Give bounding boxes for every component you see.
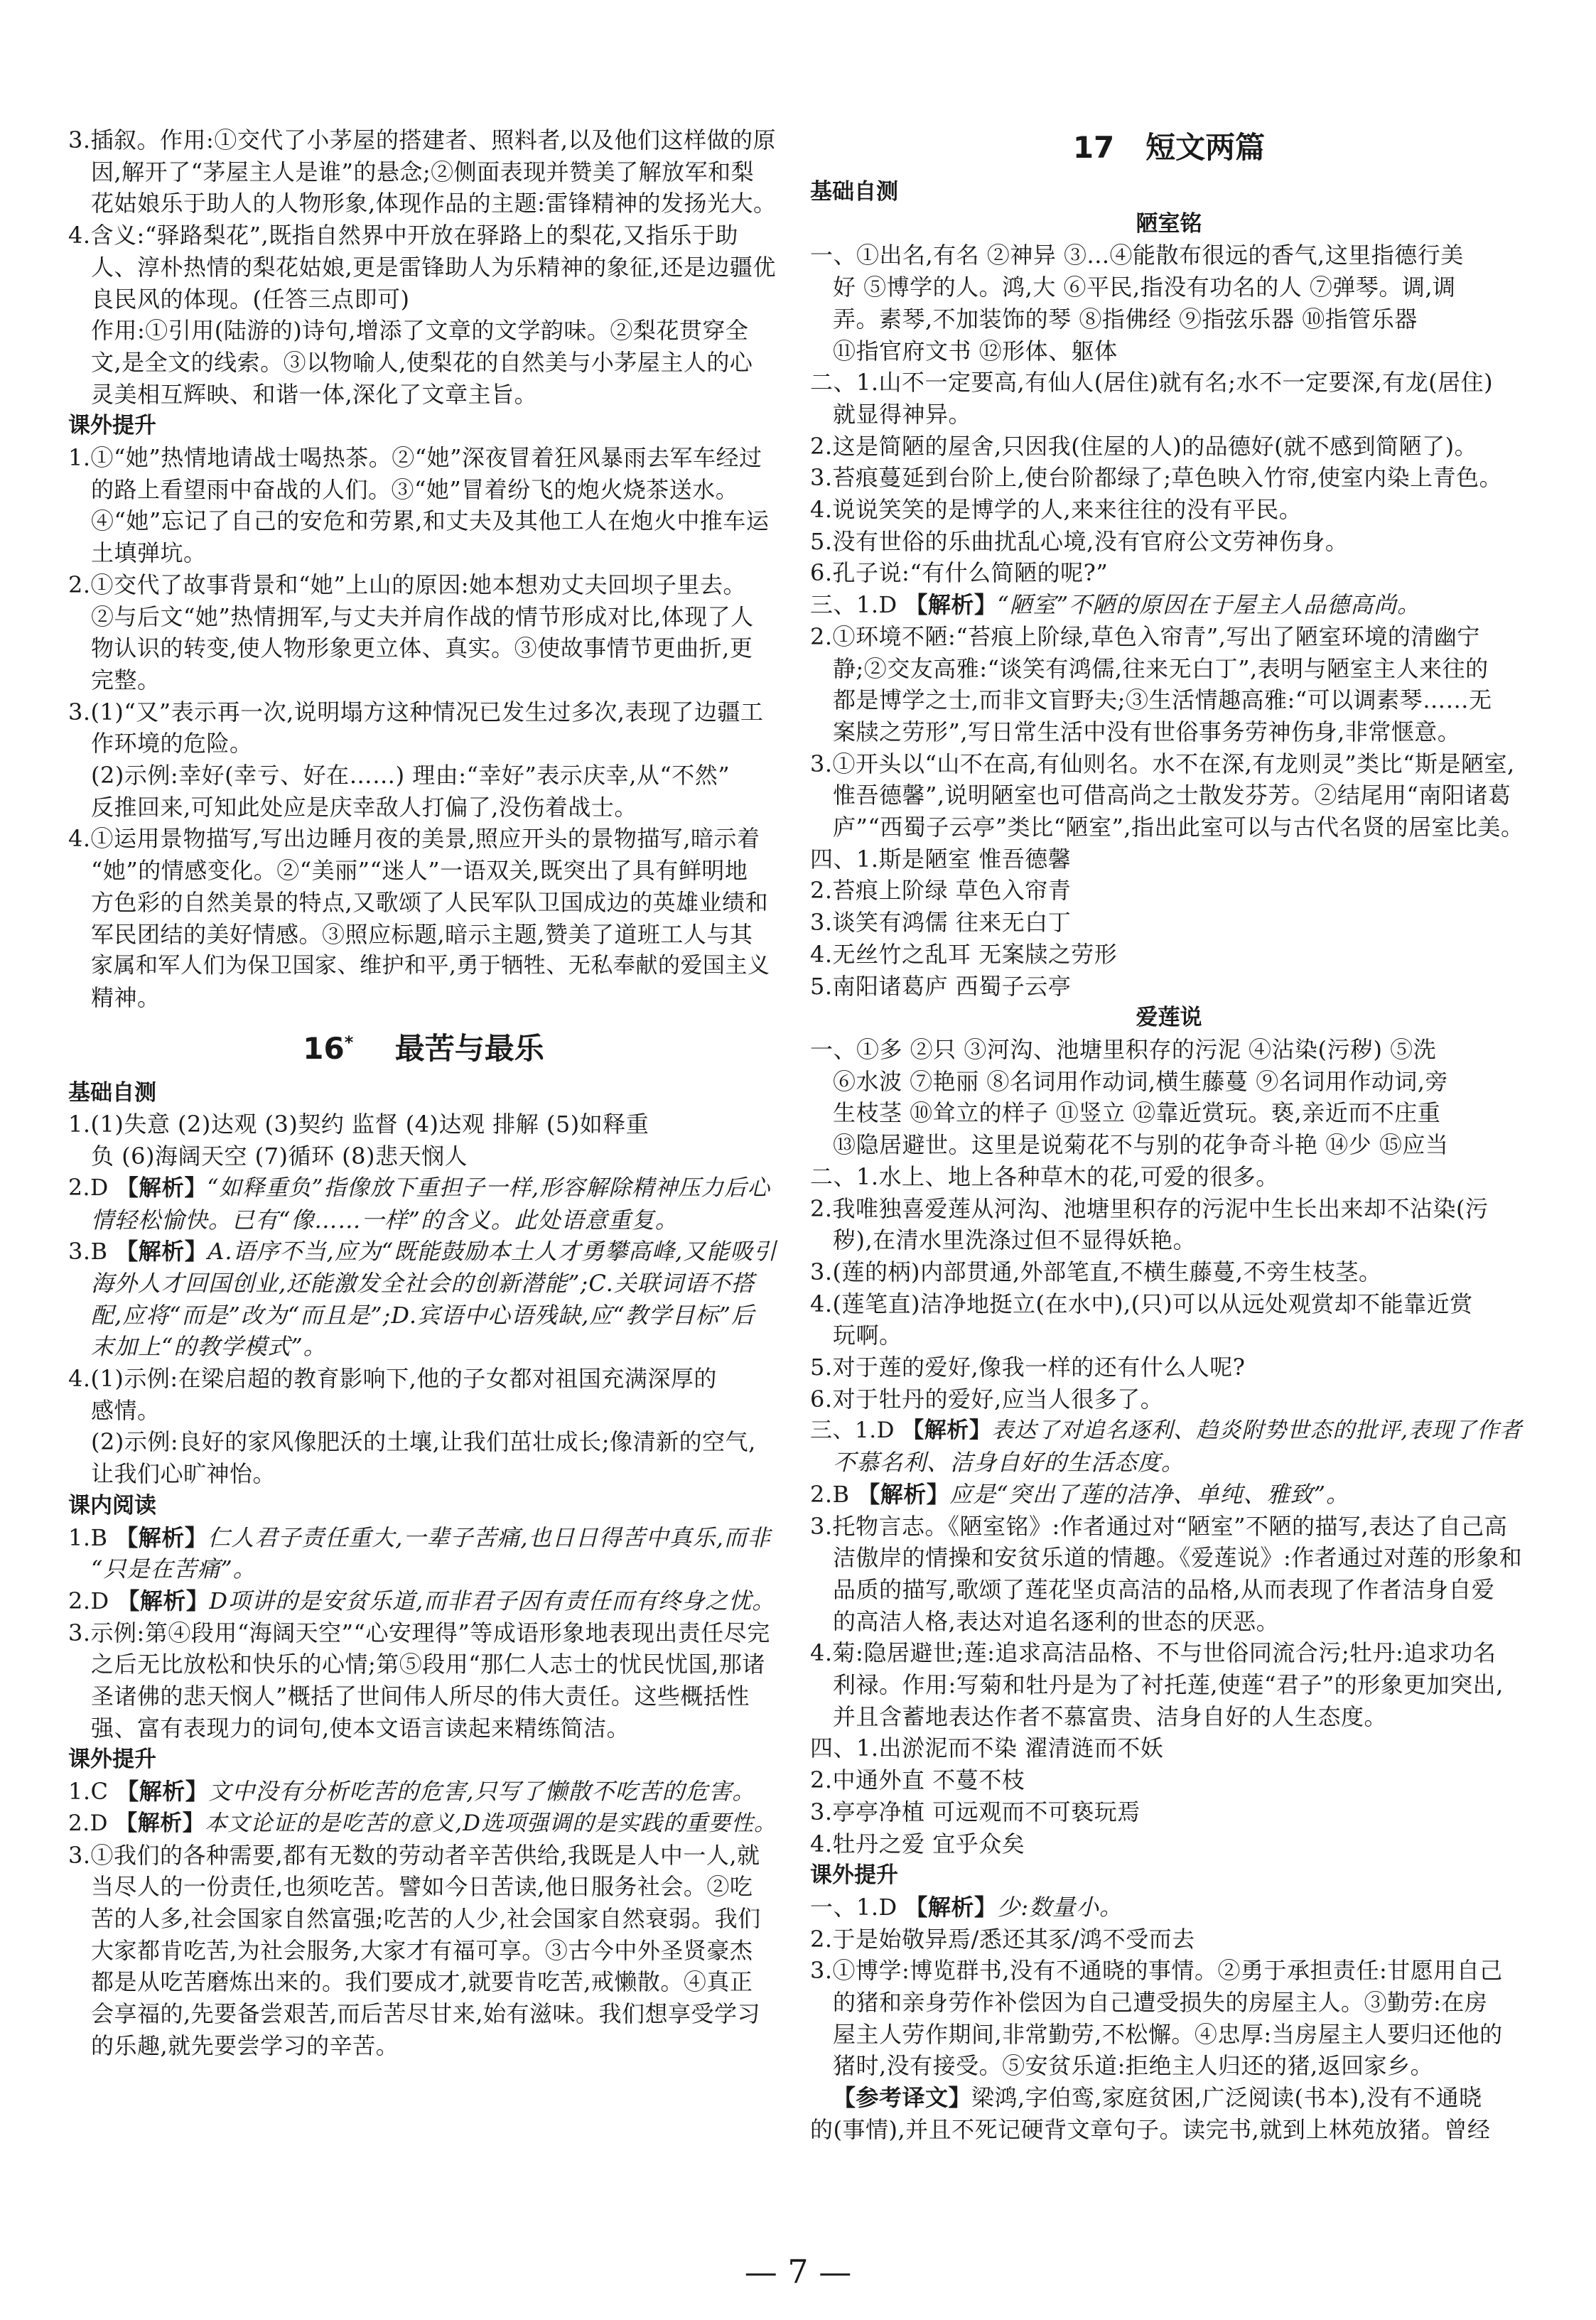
text-line: 完整。 <box>91 666 161 694</box>
page-number: — 7 — <box>744 2252 852 2291</box>
answer-label: 三、1.D <box>810 1418 902 1444</box>
left-column <box>68 124 779 2061</box>
text-line: 3.插叙。作用:①交代了小茅屋的搭建者、照料者,以及他们这样做的原 <box>68 126 776 153</box>
analysis-text: 应是“突出了莲的洁净、单纯、雅致”。 <box>949 1480 1349 1508</box>
text-line: 的高洁人格,表达对追名逐利的世态的厌恶。 <box>833 1607 1280 1635</box>
text-line: 4.(1)示例:在梁启超的教育影响下,他的子女都对祖国充满深厚的 <box>68 1365 717 1393</box>
text-line: 2.这是简陋的屋舍,只因我(住屋的人)的品德好(就不感到简陋了)。 <box>810 432 1478 460</box>
analysis-text: D项讲的是安贫乐道,而非君子因有责任而有终身之忧。 <box>209 1587 776 1614</box>
text-line <box>68 1776 779 1808</box>
text-line: 一、①多 ②只 ③河沟、池塘里积存的污泥 ④沾染(污秽) ⑤洗 <box>810 1035 1437 1063</box>
chapter-asterisk: * <box>344 1032 354 1052</box>
text-line: 末加上“的教学模式”。 <box>91 1333 327 1361</box>
text-line: 猪时,没有接受。⑤安贫乐道:拒绝主人归还的猪,返回家乡。 <box>833 2052 1434 2080</box>
text-line: 4.说说笑笑的是博学的人,来来往往的没有平民。 <box>810 496 1303 524</box>
text-line: 4.①运用景物描写,写出边睡月夜的美景,照应开头的景物描写,暗示着 <box>68 825 760 853</box>
analysis-text: 文中没有分析吃苦的危害,只写了懒散不吃苦的危害。 <box>208 1778 756 1806</box>
text-line: 良民风的体现。(任答三点即可) <box>91 285 410 313</box>
section-heading: 课外提升 <box>68 413 156 439</box>
text-line <box>68 1522 779 1554</box>
text-line: 品质的描写,歌颂了莲花坚贞高洁的品格,从而表现了作者洁身自爱 <box>833 1575 1495 1603</box>
answer-label: 三、1.D <box>810 591 905 619</box>
text-line: 文,是全文的线索。③以物喻人,使梨花的自然美与小茅屋主人的心 <box>91 348 753 376</box>
text-line: 圣诸佛的悲天悯人”概括了世间伟人所尽的伟大责任。这些概括性 <box>91 1683 750 1710</box>
text-line: 土填弹坑。 <box>91 539 207 567</box>
text-line: 2.①交代了故事背景和“她”上山的原因:她本想劝丈夫回坝子里去。 <box>68 571 747 598</box>
text-line: 4.(莲笔直)洁净地挺立(在水中),(只)可以从远处观赏却不能靠近赏 <box>810 1290 1473 1317</box>
answer-label: 3.B <box>68 1238 116 1266</box>
text-line: 生枝茎 ⑩耸立的样子 ⑪竖立 ⑫靠近赏玩。亵,亲近而不庄重 <box>833 1099 1441 1127</box>
analysis-text: 少:数量小。 <box>997 1893 1123 1921</box>
text-line: 四、1.出淤泥而不染 濯清涟而不妖 <box>810 1734 1164 1762</box>
text-line: 秽),在清水里洗涤过但不显得妖艳。 <box>833 1226 1197 1254</box>
text-line <box>68 1236 779 1268</box>
analysis-tag: 【解析】 <box>117 1587 210 1614</box>
text-line: 花姑娘乐于助人的人物形象,体现作品的主题:雷锋精神的发扬光大。 <box>91 190 777 217</box>
section-heading: 课外提升 <box>68 1747 156 1773</box>
analysis-tag: 【解析】 <box>115 1810 205 1836</box>
right-column <box>810 119 1528 2146</box>
analysis-tag: 【解析】 <box>115 1238 208 1266</box>
text-line: 2.①环境不陋:“苔痕上阶绿,草色入帘青”,写出了陋室环境的清幽宁 <box>810 622 1480 650</box>
chapter-title-16 <box>68 1014 779 1077</box>
subsection-title: 爱莲说 <box>1136 1005 1202 1031</box>
text-line: 并且含蓄地表达作者不慕富贵、洁身自好的人生态度。 <box>833 1703 1388 1730</box>
text-line <box>68 1808 779 1840</box>
text-line: 军民团结的美好情感。③照应标题,暗示主题,赞美了道班工人与其 <box>91 920 753 948</box>
text-line: 3.①博学:博览群书,没有不通晓的事情。②勇于承担责任:甘愿用自己 <box>810 1957 1503 1985</box>
text-line: 一、①出名,有名 ②神异 ③...④能散布很远的香气,这里指德行美 <box>810 242 1464 269</box>
analysis-tag: 【解析】 <box>116 1778 209 1806</box>
analysis-tag: 【解析】 <box>902 1418 992 1444</box>
answer-label: 一、1.D <box>810 1893 905 1921</box>
subsection-title: 陋室铭 <box>1136 210 1202 237</box>
text-line <box>68 1585 779 1617</box>
section-heading: 基础自测 <box>810 179 898 205</box>
text-line <box>810 1415 1528 1447</box>
text-line: 就显得神异。 <box>833 400 972 428</box>
answer-label: 2.B <box>810 1480 858 1508</box>
chapter-name: 短文两篇 <box>1145 130 1266 165</box>
text-line: 庐”“西蜀子云亭”类比“陋室”,指出此室可以与古代名贤的居室比美。 <box>833 814 1524 841</box>
text-line: 6.对于牡丹的爱好,应当人很多了。 <box>810 1385 1164 1413</box>
text-line: 精神。 <box>91 983 161 1011</box>
text-line: ⑬隐居避世。这里是说菊花不与别的花争奇斗艳 ⑭少 ⑮应当 <box>833 1131 1449 1159</box>
text-line: 二、1.水上、地上各种草木的花,可爱的很多。 <box>810 1162 1279 1190</box>
analysis-text: A.语序不当,应为“既能鼓励本土人才勇攀高峰,又能吸引 <box>207 1238 777 1266</box>
section-heading: 基础自测 <box>68 1079 156 1106</box>
text-line: 利禄。作用:写菊和牡丹是为了衬托莲,使莲“君子”的形象更加突出, <box>833 1671 1504 1699</box>
analysis-text: 表达了对追名逐利、趋炎附势世态的批评,表现了作者 <box>991 1418 1523 1444</box>
text-line: ⑥水波 ⑦艳丽 ⑧名词用作动词,横生藤蔓 ⑨名词用作动词,旁 <box>833 1067 1448 1095</box>
text-line <box>810 1479 1528 1511</box>
text-line: 都是博学之士,而非文盲野夫;③生活情趣高雅:“可以调素琴……无 <box>833 686 1492 714</box>
text-line: 二、1.山不一定要高,有仙人(居住)就有名;水不一定要深,有龙(居住) <box>810 369 1494 396</box>
analysis-text: “如释重负”指像放下重担子一样,形容解除精神压力后心 <box>207 1175 771 1201</box>
chapter-title-17 <box>810 119 1528 176</box>
text-line: 3.①开头以“山不在高,有仙则名。水不在深,有龙则灵”类比“斯是陋室, <box>810 750 1515 777</box>
text-line: 4.含义:“驿路梨花”,既指自然界中开放在驿路上的梨花,又指乐于助 <box>68 222 738 249</box>
text-line <box>68 1172 779 1204</box>
text-line: 作用:①引用(陆游的)诗句,增添了文章的文学韵味。②梨花贯穿全 <box>91 317 749 345</box>
text-line: 3.(1)“又”表示再一次,说明塌方这种情况已发生过多次,表现了边疆工 <box>68 698 764 725</box>
text-line: 情轻松愉快。已有“像……一样”的含义。此处语意重复。 <box>91 1206 679 1234</box>
section-heading: 课外提升 <box>810 1862 898 1889</box>
text-line: 苦的人多,社会国家自然富强;吃苦的人少,社会国家自然衰弱。我们 <box>91 1904 761 1932</box>
analysis-tag: 【解析】 <box>905 1893 998 1921</box>
text-line: 3.①我们的各种需要,都有无数的劳动者辛苦供给,我既是人中一人,就 <box>68 1841 760 1869</box>
text-line: 不慕名利、洁身自好的生活态度。 <box>833 1449 1185 1477</box>
text-line: 洁傲岸的情操和安贫乐道的情趣。《爱莲说》:作者通过对莲的形象和 <box>833 1544 1523 1572</box>
text-line: 感情。 <box>91 1396 161 1424</box>
text-line: 反推回来,可知此处应是庆幸敌人打偏了,没伤着战士。 <box>91 793 637 821</box>
text-line: 3.托物言志。《陋室铭》:作者通过对“陋室”不陋的描写,表达了自己高 <box>810 1512 1508 1540</box>
text-line: 2.中通外直 不蔓不枝 <box>810 1766 1025 1794</box>
text-line: 强、富有表现力的词句,使本文语言读起来精练简洁。 <box>91 1714 630 1742</box>
text-line: 4.菊:隐居避世;莲:追求高洁品格、不与世俗同流合污;牡丹:追求功名 <box>810 1639 1497 1667</box>
analysis-tag: 【解析】 <box>905 591 998 619</box>
text-line: 的猪和亲身劳作补偿因为自己遭受损失的房屋主人。③勤劳:在房 <box>833 1989 1488 2017</box>
text-line <box>810 589 1528 621</box>
text-line: 2.于是始敬异焉/悉还其豕/鸿不受而去 <box>810 1925 1195 1953</box>
translation-text: 梁鸿,字伯鸾,家庭贫困,广泛阅读(书本),没有不通晓 <box>971 2084 1482 2112</box>
text-line: 灵美相互辉映、和谐一体,深化了文章主旨。 <box>91 380 538 408</box>
text-line: “只是在苦痛”。 <box>91 1555 257 1583</box>
text-line: 弄。素琴,不加装饰的琴 ⑧指佛经 ⑨指弦乐器 ⑩指管乐器 <box>833 305 1418 333</box>
text-line: 当尽人的一份责任,也须吃苦。譬如今日苦读,他日服务社会。②吃 <box>91 1873 753 1901</box>
text-line: 的(事情),并且不死记硬背文章句子。读完书,就到上林苑放猪。曾经 <box>810 2115 1491 2143</box>
text-line: 的路上看望雨中奋战的人们。③“她”冒着纷飞的炮火烧茶送水。 <box>91 475 739 503</box>
text-line: 静;②交友高雅:“谈笑有鸿儒,往来无白丁”,表明与陋室主人来往的 <box>833 654 1489 682</box>
text-line: 玩啊。 <box>833 1322 902 1349</box>
text-line: 海外人才回国创业,还能激发全社会的创新潜能”;C.关联词语不搭 <box>91 1269 755 1297</box>
text-line: 屋主人劳作期间,非常勤劳,不松懈。④忠厚:当房屋主人要归还他的 <box>833 2020 1503 2048</box>
text-line: 负 (6)海阔天空 (7)循环 (8)悲天悯人 <box>91 1143 468 1170</box>
text-line: 因,解开了“茅屋主人是谁”的悬念;②侧面表现并赞美了解放军和梨 <box>91 158 755 185</box>
text-line: 人、淳朴热情的梨花姑娘,更是雷锋助人为乐精神的象征,还是边疆优 <box>91 253 776 281</box>
translation-tag: 【参考译文】 <box>833 2084 972 2112</box>
text-line: ②与后文“她”热情拥军,与丈夫并肩作战的情节形成对比,体现了人 <box>91 603 754 630</box>
section-heading: 课内阅读 <box>68 1492 156 1518</box>
analysis-tag: 【解析】 <box>115 1523 208 1551</box>
analysis-text: 本文论证的是吃苦的意义,D选项强调的是实践的重要性。 <box>205 1810 777 1836</box>
text-line: 惟吾德馨”,说明陋室也可借高尚之士散发芬芳。②结尾用“南阳诸葛 <box>833 782 1511 809</box>
answer-label: 1.B <box>68 1523 116 1551</box>
text-line: 4.牡丹之爱 宜乎众矣 <box>810 1830 1025 1857</box>
text-line: 之后无比放松和快乐的心情;第⑤段用“那仁人志士的忧民忧国,那诸 <box>91 1651 765 1678</box>
text-line: 3.示例:第④段用“海阔天空”“心安理得”等成语形象地表现出责任尽完 <box>68 1619 770 1646</box>
analysis-tag: 【解析】 <box>857 1480 950 1508</box>
text-line: ⑪指官府文书 ⑫形体、躯体 <box>833 337 1118 365</box>
text-line <box>810 2082 1528 2114</box>
text-line: 大家都肯吃苦,为社会服务,大家才有福可享。③古今中外圣贤豪杰 <box>91 1936 753 1964</box>
text-line: 3.苔痕蔓延到台阶上,使台阶都绿了;草色映入竹帘,使室内染上青色。 <box>810 464 1503 492</box>
text-line: 3.亭亭净植 可远观而不可亵玩焉 <box>810 1798 1141 1825</box>
chapter-number: 16 <box>303 1030 345 1066</box>
text-line: 3.(莲的柄)内部贯通,外部笔直,不横生藤蔓,不旁生枝茎。 <box>810 1258 1382 1285</box>
text-line: 作环境的危险。 <box>91 730 253 757</box>
chapter-name: 最苦与最乐 <box>394 1030 544 1066</box>
text-line: 家属和军人们为保卫国家、维护和平,勇于牺牲、无私奉献的爱国主义 <box>91 953 770 979</box>
text-line: (2)示例:幸好(幸亏、好在……) 理由:“幸好”表示庆幸,从“不然” <box>91 762 730 789</box>
text-line: 会享福的,先要备尝艰苦,而后苦尽甘来,始有滋味。我们想享受学习 <box>91 2000 761 2028</box>
text-line: 6.孔子说:“有什么简陋的呢?” <box>810 559 1109 587</box>
text-line <box>810 1892 1528 1924</box>
answer-label: 2.D <box>68 1810 116 1836</box>
answer-label: 2.D <box>68 1175 117 1201</box>
text-line: 方色彩的自然美景的特点,又歌颂了人民军队卫国成边的英雄业绩和 <box>91 888 769 916</box>
text-line: 配,应将“而是”改为“而且是”;D.宾语中心语残缺,应“教学目标”后 <box>91 1301 755 1329</box>
text-line: 4.无丝竹之乱耳 无案牍之劳形 <box>810 940 1118 968</box>
chapter-number: 17 <box>1072 130 1115 165</box>
text-line: 1.①“她”热情地请战士喝热茶。②“她”深夜冒着狂风暴雨去军车经过 <box>68 444 762 472</box>
analysis-text: “陋室”不陋的原因在于屋主人品德高尚。 <box>997 591 1421 619</box>
text-line: 四、1.斯是陋室 惟吾德馨 <box>810 845 1072 873</box>
text-line: 案牍之劳形”,写日常生活中没有世俗事务劳神伤身,非常惬意。 <box>833 718 1461 745</box>
analysis-text: 仁人君子责任重大,一辈子苦痛,也日日得苦中真乐,而非 <box>207 1523 771 1551</box>
text-line: ④“她”忘记了自己的安危和劳累,和丈夫及其他工人在炮火中推车运 <box>91 507 770 535</box>
text-line: 5.南阳诸葛庐 西蜀子云亭 <box>810 972 1072 1000</box>
text-line: 2.我唯独喜爱莲从河沟、池塘里积存的污泥中生长出来却不沾染(污 <box>810 1194 1489 1222</box>
text-line: 好 ⑤博学的人。鸿,大 ⑥平民,指没有功名的人 ⑦弹琴。调,调 <box>833 274 1456 301</box>
text-line: (2)示例:良好的家风像肥沃的土壤,让我们茁壮成长;像清新的空气, <box>91 1428 756 1456</box>
text-line: 3.谈笑有鸿儒 往来无白丁 <box>810 909 1072 937</box>
analysis-tag: 【解析】 <box>116 1175 207 1201</box>
text-line: 2.苔痕上阶绿 草色入帘青 <box>810 877 1072 905</box>
text-line: 1.(1)失意 (2)达观 (3)契约 监督 (4)达观 排解 (5)如释重 <box>68 1111 649 1138</box>
text-line: 都是从吃苦磨炼出来的。我们要成才,就要肯吃苦,戒懒散。④真正 <box>91 1968 753 1996</box>
text-line: 5.对于莲的爱好,像我一样的还有什么人呢? <box>810 1354 1246 1381</box>
text-line: “她”的情感变化。②“美丽”“迷人”一语双关,既突出了具有鲜明地 <box>91 857 748 885</box>
text-line: 物认识的转变,使人物形象更立体、真实。③使故事情节更曲折,更 <box>91 635 753 662</box>
answer-label: 1.C <box>68 1778 117 1806</box>
text-line: 的乐趣,就先要尝学习的辛苦。 <box>91 2032 399 2059</box>
text-line: 让我们心旷神怡。 <box>91 1460 276 1488</box>
text-line: 5.没有世俗的乐曲扰乱心境,没有官府公文劳神伤身。 <box>810 527 1349 555</box>
answer-label: 2.D <box>68 1587 117 1614</box>
